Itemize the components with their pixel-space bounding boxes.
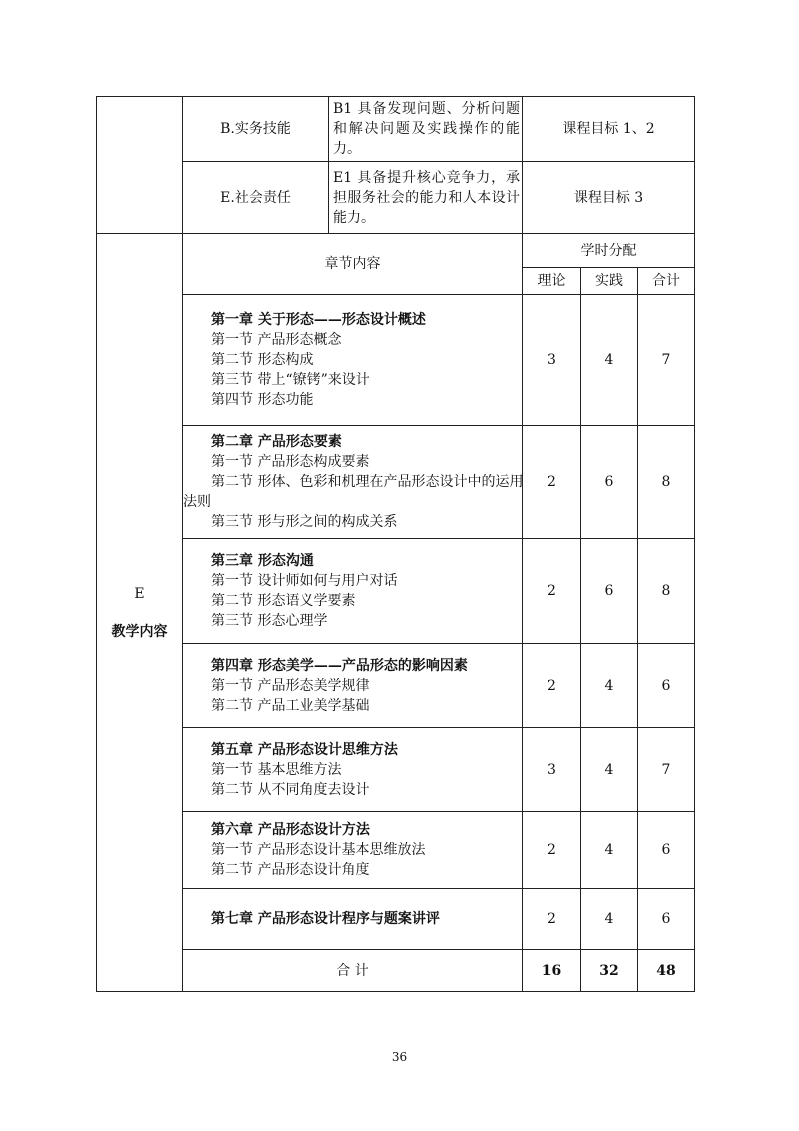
description-cell: B1 具备发现问题、分析问题和解决问题及实践操作的能力。 (329, 97, 523, 162)
table-row (97, 162, 695, 234)
theory-hours: 3 (523, 728, 581, 812)
section-line: 第三节 形与形之间的构成关系 (211, 514, 398, 530)
practice-hours: 4 (581, 728, 638, 812)
curriculum-table (96, 96, 695, 992)
section-label-cell (97, 234, 183, 992)
theory-hours: 2 (523, 426, 581, 539)
chapter-title: 第三章 形态沟通 (211, 553, 314, 569)
total-hours: 7 (638, 728, 695, 812)
theory-hours: 2 (523, 644, 581, 728)
total-practice: 32 (581, 950, 638, 992)
practice-hours: 4 (581, 644, 638, 728)
section-line: 第一节 基本思维方法 (211, 761, 342, 778)
chapter-row (97, 889, 695, 950)
total-hours: 8 (638, 539, 695, 644)
total-hours: 6 (638, 644, 695, 728)
chapter-title: 第六章 产品形态设计方法 (211, 822, 370, 838)
theory-header: 理论 (523, 268, 581, 295)
section-label: 教学内容 (111, 623, 168, 640)
chapter-title: 第二章 产品形态要素 (211, 434, 342, 450)
chapter-row (97, 539, 695, 644)
section-line: 第一节 设计师如何与用户对话 (211, 573, 398, 589)
chapter-row (97, 426, 695, 539)
chapter-content-cell (183, 644, 523, 728)
section-line: 第二节 产品形态设计角度 (211, 862, 370, 878)
page-number: 36 (391, 1050, 408, 1064)
chapter-title: 第五章 产品形态设计思维方法 (211, 741, 398, 758)
total-hours: 6 (638, 889, 695, 950)
hours-header: 学时分配 (523, 234, 695, 268)
section-line: 第一节 产品形态概念 (211, 332, 342, 348)
totals-label: 合 计 (183, 950, 523, 992)
total-hours: 7 (638, 295, 695, 426)
total-hours: 6 (638, 812, 695, 889)
total-hours: 8 (638, 426, 695, 539)
section-line: 第一节 产品形态构成要素 (211, 454, 370, 470)
chapter-content-cell (183, 812, 523, 889)
section-line: 第二节 从不同角度去设计 (211, 781, 370, 798)
section-line: 第一节 产品形态美学规律 (211, 677, 370, 694)
category-cell: E.社会责任 (183, 162, 329, 234)
totals-row (97, 950, 695, 992)
theory-hours: 2 (523, 889, 581, 950)
section-line: 第三节 带上“镣铐”来设计 (211, 372, 370, 388)
section-line: 第三节 形态心理学 (211, 613, 328, 629)
chapter-row (97, 728, 695, 812)
chapter-content-cell (183, 295, 523, 426)
chapter-content-cell (183, 728, 523, 812)
target-cell: 课程目标 3 (523, 162, 695, 234)
target-cell: 课程目标 1、2 (523, 97, 695, 162)
practice-hours: 6 (581, 426, 638, 539)
section-line: 第一节 产品形态设计基本思维放法 (211, 842, 426, 858)
section-code: E (134, 585, 145, 602)
practice-hours: 4 (581, 812, 638, 889)
chapter-title: 第七章 产品形态设计程序与题案讲评 (211, 911, 440, 927)
theory-hours: 3 (523, 295, 581, 426)
chapter-row (97, 644, 695, 728)
chapter-content-cell (183, 426, 523, 539)
description-cell: E1 具备提升核心竞争力，承担服务社会的能力和人本设计能力。 (329, 162, 523, 234)
chapter-row (97, 812, 695, 889)
chapter-title: 第一章 关于形态——形态设计概述 (211, 312, 426, 328)
total-total: 48 (638, 950, 695, 992)
practice-hours: 4 (581, 295, 638, 426)
empty-left-cell (97, 97, 183, 234)
header-row (97, 234, 695, 268)
chapter-content-cell (183, 539, 523, 644)
section-line: 第二节 形态语义学要素 (211, 593, 356, 609)
practice-hours: 6 (581, 539, 638, 644)
section-line: 第二节 产品工业美学基础 (211, 697, 370, 714)
chapter-content-header: 章节内容 (183, 234, 523, 295)
chapter-content-cell (183, 889, 523, 950)
chapter-row (97, 295, 695, 426)
theory-hours: 2 (523, 539, 581, 644)
section-line: 第二节 形态构成 (211, 352, 314, 368)
table-row (97, 97, 695, 162)
category-cell: B.实务技能 (183, 97, 329, 162)
theory-hours: 2 (523, 812, 581, 889)
section-line-continued: 法则 (183, 494, 211, 510)
chapter-title: 第四章 形态美学——产品形态的影响因素 (211, 657, 468, 674)
total-theory: 16 (523, 950, 581, 992)
section-line: 第四节 形态功能 (211, 392, 314, 408)
practice-header: 实践 (581, 268, 638, 295)
total-header: 合计 (638, 268, 695, 295)
section-line: 第二节 形体、色彩和机理在产品形态设计中的运用 (211, 474, 524, 490)
practice-hours: 4 (581, 889, 638, 950)
